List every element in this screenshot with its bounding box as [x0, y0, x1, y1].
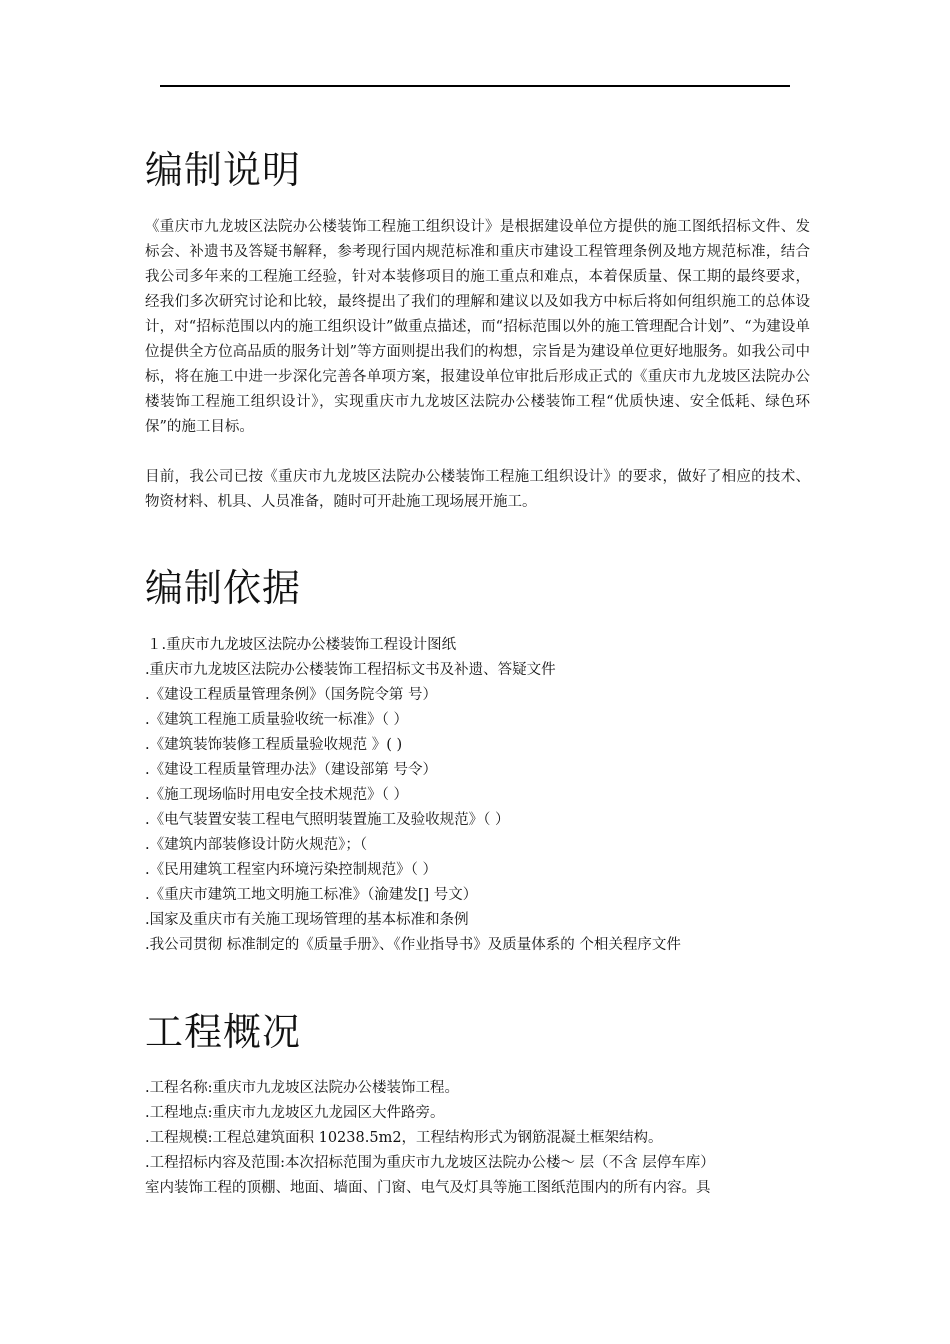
basis-item: .《建筑内部装修设计防火规范》；（ [145, 837, 368, 853]
basis-item: .《建筑装饰装修工程质量验收规范 》( ) [145, 737, 403, 753]
overview-line: .工程招标内容及范围:本次招标范围为重庆市九龙坡区法院办公楼～ 层（不含 层停车库） [145, 1155, 715, 1171]
overview-line: 室内装饰工程的顶棚、地面、墙面、门窗、电气及灯具等施工图纸范围内的所有内容。具 [145, 1180, 711, 1196]
header-rule [160, 85, 790, 87]
basis-item: .重庆市九龙坡区法院办公楼装饰工程招标文书及补遗、答疑文件 [145, 662, 556, 678]
basis-item: .《建设工程质量管理条例》（国务院令第 号） [145, 687, 437, 703]
basis-item: .《重庆市建筑工地文明施工标准》（渝建发[] 号文） [145, 887, 478, 903]
basis-item: .《电气装置安装工程电气照明装置施工及验收规范》（ ） [145, 812, 510, 828]
basis-item: .国家及重庆市有关施工现场管理的基本标准和条例 [145, 912, 469, 928]
overview-list [145, 1076, 715, 1201]
section-title-project-overview: 工程概况 [145, 1010, 302, 1054]
preparation-notes-paragraph-1: 《重庆市九龙坡区法院办公楼装饰工程施工组织设计》是根据建设单位方提供的施工图纸招标文件、发标会、补遗书及答疑书解释，参考现行国内规范标准和重庆市建设工程管理条例及地方规范标准，结合我公司多年来的工程施工经验，针对本装修项目的施工重点和难点，本着保质量、保工期的最终要求，经我们多次研究讨论和比较，最终提出了我们的理解和建议以及如我方中标后将如何组织施工的总体设计，对“招标范围以内的施工组织设计”做重点描述，而“招标范围以外的施工管理配合计划”、“为建设单位提供全方位高品质的服务计划”等方面则提出我们的构想，宗旨是为建设单位更好地服务。如我公司中标，将在施工中进一步深化完善各单项方案，报建设单位审批后形成正式的《重庆市九龙坡区法院办公楼装饰工程施工组织设计》，实现重庆市九龙坡区法院办公楼装饰工程“优质快速、安全低耗、绿色环保”的施工目标。 [145, 219, 810, 435]
overview-line: .工程名称:重庆市九龙坡区法院办公楼装饰工程。 [145, 1080, 459, 1096]
basis-item: １.重庆市九龙坡区法院办公楼装饰工程设计图纸 [147, 637, 457, 653]
section-title-preparation-notes: 编制说明 [145, 148, 302, 192]
basis-item: .《建筑工程施工质量验收统一标准》（ ） [145, 712, 408, 728]
basis-item: .《施工现场临时用电安全技术规范》（ ） [145, 787, 408, 803]
section-title-preparation-basis: 编制依据 [145, 566, 302, 610]
overview-line: .工程规模:工程总建筑面积 10238.5m2，工程结构形式为钢筋混凝土框架结构。 [145, 1130, 663, 1146]
preparation-notes-paragraph-2: 目前，我公司已按《重庆市九龙坡区法院办公楼装饰工程施工组织设计》的要求，做好了相应的技术、物资材料、机具、人员准备，随时可开赴施工现场展开施工。 [145, 469, 810, 510]
overview-line: .工程地点:重庆市九龙坡区九龙园区大件路旁。 [145, 1105, 445, 1121]
basis-item: .我公司贯彻 标准制定的《质量手册》、《作业指导书》及质量体系的 个相关程序文件 [145, 937, 681, 953]
basis-item: .《民用建筑工程室内环境污染控制规范》（ ） [145, 862, 437, 878]
basis-list [145, 633, 681, 958]
basis-item: .《建设工程质量管理办法》（建设部第 号令） [145, 762, 437, 778]
